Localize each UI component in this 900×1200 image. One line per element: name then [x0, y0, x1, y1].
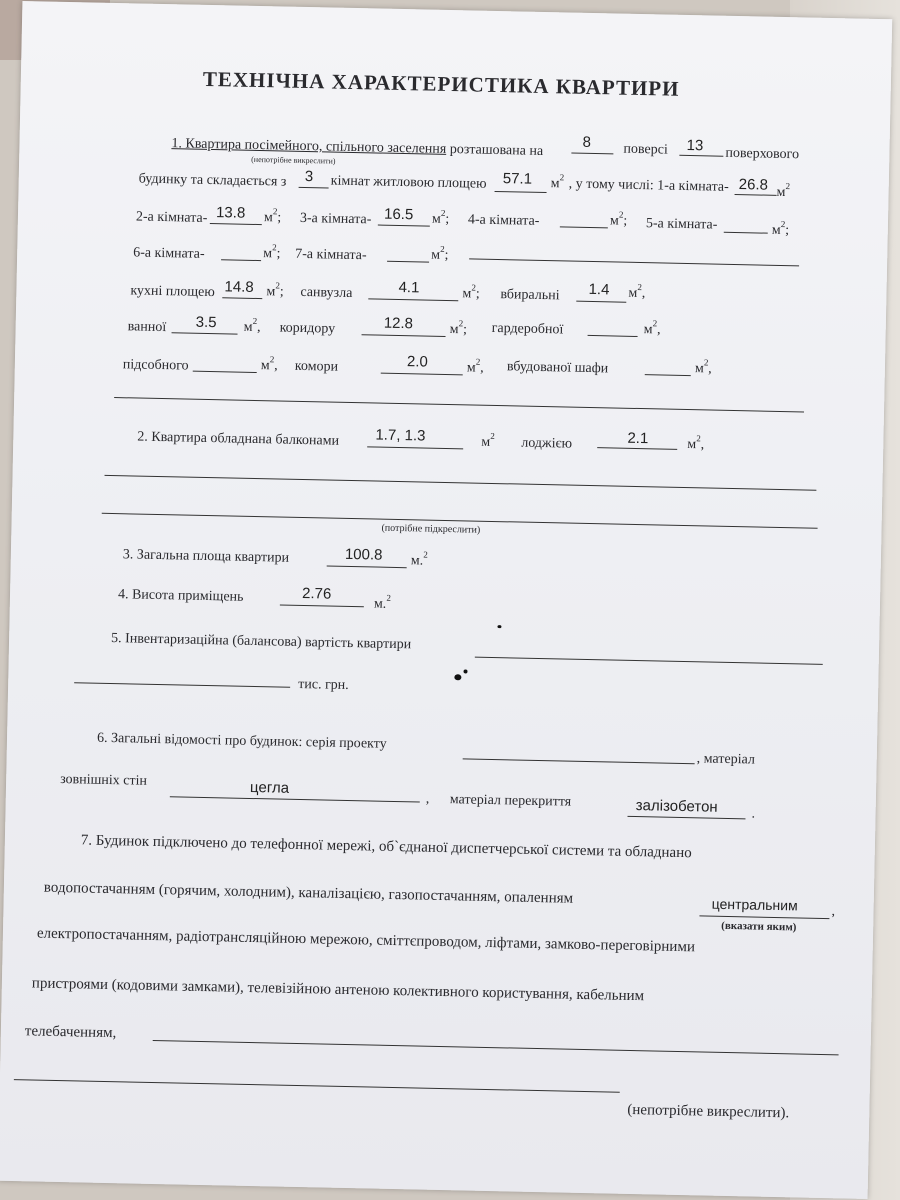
loggia-unit: $м^2$,	[687, 433, 705, 453]
room6-label: 6-а кімната-	[133, 245, 205, 262]
rooms-field	[299, 187, 329, 189]
sec1-hint: (непотрібне викреслити)	[251, 154, 336, 166]
sec7-line3: електропостачанням, радіотрансляційною мережою, сміттєпроводом, ліфтами, замково-переговірними	[36, 925, 696, 956]
height-label: 4. Висота приміщень	[117, 587, 244, 605]
toilet-unit: $м^2$,	[628, 281, 646, 302]
auxiliary-unit: $м^2$,	[260, 354, 278, 374]
walls-field	[170, 796, 420, 802]
ink-spot	[497, 625, 501, 628]
wardrobe-label: гардеробної	[491, 320, 564, 338]
ink-spot	[463, 669, 467, 673]
loggia-value: 2.1	[627, 429, 649, 448]
corridor-unit: $м^2$;	[449, 318, 468, 338]
building-series-label: 6. Загальні відомості про будинок: серія проекту	[96, 730, 387, 752]
toilet-field	[576, 301, 626, 303]
inventory-value-field-2	[74, 682, 290, 688]
storage-unit: $м^2$,	[466, 356, 484, 376]
living-area-label: кімнат житловою площею	[330, 173, 487, 192]
floors-total-label: поверхового	[725, 145, 800, 163]
living-area-field	[495, 191, 547, 193]
floors-total-value: 13	[686, 136, 704, 155]
room6-field	[221, 259, 261, 261]
balconies-value: 1.7, 1.3	[375, 426, 426, 445]
room3-label: 3-а кімната-	[299, 210, 372, 228]
document-title: ТЕХНІЧНА ХАРАКТЕРИСТИКА КВАРТИРИ	[202, 66, 680, 101]
builtin-closet-label: вбудованої шафи	[506, 359, 609, 377]
corridor-field	[362, 334, 446, 337]
bath-unit: $м^2$,	[243, 315, 261, 336]
sec1-end-line	[114, 397, 804, 412]
floor-value: 8	[582, 133, 592, 151]
floor-label: поверсі	[623, 141, 668, 158]
room4-field	[560, 226, 608, 228]
total-area-value: 100.8	[344, 545, 383, 564]
storage-field	[381, 373, 463, 376]
ceiling-dot: .	[751, 806, 756, 822]
room2-field	[210, 223, 262, 225]
walls-value: цегла	[249, 778, 290, 797]
ceiling-value: залізобетон	[635, 797, 718, 816]
heating-field	[699, 915, 829, 919]
building-series-field	[463, 758, 695, 764]
room4-label: 4-а кімната-	[467, 212, 540, 229]
room7-unit: $м^2$;	[431, 243, 449, 263]
sec7-end-hint: (непотрібне викреслити).	[627, 1101, 790, 1122]
heating-comma: ,	[831, 904, 836, 920]
inventory-value-field	[475, 657, 823, 665]
room-extra-line	[469, 258, 799, 266]
wc-unit: $м^2$;	[462, 282, 480, 302]
document-sheet	[0, 1, 892, 1199]
ink-spot	[454, 674, 461, 680]
sec2-line-1	[105, 475, 817, 491]
sec7-field-2	[14, 1079, 620, 1093]
height-unit: м.$^2$	[373, 592, 391, 612]
rooms-value: 3	[304, 167, 314, 186]
room2-value: 13.8	[215, 204, 246, 222]
floor-field	[571, 153, 613, 155]
sec2-hint: (потрібне підкреслити)	[381, 522, 481, 536]
bath-field	[172, 332, 238, 334]
room5-field	[724, 232, 768, 234]
total-area-field	[327, 566, 407, 569]
sec1-line2-label: будинку та складається з	[138, 171, 287, 190]
wc-label: санвузла	[300, 284, 353, 301]
room5-unit: $м^2$;	[771, 218, 790, 239]
kitchen-label: кухні площею	[130, 283, 215, 301]
kitchen-unit: $м^2$;	[266, 280, 284, 300]
heating-hint: (вказати яким)	[721, 919, 797, 934]
kitchen-field	[222, 297, 262, 299]
sec7-field-1	[153, 1040, 839, 1055]
room1-value: 26.8	[738, 176, 769, 194]
room2-label: 2-а кімната-	[135, 209, 208, 226]
balconies-field	[367, 446, 463, 449]
floors-total-field	[679, 155, 723, 157]
sec7-line5: телебаченням,	[24, 1023, 117, 1042]
builtin-closet-unit: $м^2$,	[694, 357, 712, 377]
room3-field	[378, 225, 430, 227]
height-field	[280, 605, 364, 608]
bath-value: 3.5	[195, 313, 217, 332]
bath-label: ванної	[127, 319, 167, 336]
balconies-label: 2. Квартира обладнана балконами	[137, 429, 340, 449]
toilet-label: вбиральні	[500, 287, 560, 304]
room1-field	[735, 194, 777, 196]
room3-unit: $м^2$;	[431, 207, 450, 228]
total-area-unit: м.$^2$	[410, 549, 428, 569]
corridor-label: коридору	[279, 320, 336, 337]
walls-comma: ,	[425, 791, 430, 807]
wardrobe-field	[588, 335, 638, 337]
balconies-unit: $м^2$	[481, 430, 495, 450]
builtin-closet-field	[645, 374, 691, 376]
auxiliary-label: підсобного	[122, 357, 189, 374]
room7-label: 7-а кімната-	[295, 246, 367, 264]
room4-unit: $м^2$;	[609, 209, 628, 229]
sec7-line2: водопостачанням (горячим, холодним), каналізацією, газопостачанням, опаленням	[43, 879, 574, 907]
storage-value: 2.0	[406, 353, 429, 371]
height-value: 2.76	[301, 585, 332, 603]
room5-label: 5-а кімната-	[645, 216, 718, 233]
toilet-value: 1.4	[588, 280, 610, 299]
corridor-value: 12.8	[383, 314, 414, 333]
living-area-value: 57.1	[502, 170, 533, 188]
wardrobe-unit: $м^2$,	[643, 318, 661, 338]
auxiliary-field	[193, 371, 257, 373]
total-area-label: 3. Загальна площа квартири	[122, 547, 290, 566]
storage-label: комори	[294, 358, 339, 375]
heating-value: центральним	[711, 895, 798, 914]
sec7-line1: 7. Будинок підключено до телефонної мережі, об`єднаної диспетчерської системи та обладнано	[80, 832, 692, 862]
kitchen-value: 14.8	[224, 278, 254, 296]
room1-label: , у тому числі: 1-а кімната-	[568, 176, 729, 195]
inventory-value-label: 5. Інвентаризаційна (балансова) вартість квартири	[110, 631, 412, 653]
sec7-line4: пристроями (кодовими замками), телевізійною антеною колективного користування, кабельним	[31, 975, 645, 1005]
loggia-field	[597, 447, 677, 450]
sec1-line1-label: 1. Квартира посімейного, спільного заселення розташована на	[171, 136, 544, 159]
room7-field	[387, 261, 429, 263]
wc-value: 4.1	[398, 278, 420, 297]
room1-unit: $м^2$	[776, 181, 791, 201]
room6-unit: $м^2$;	[263, 242, 281, 262]
loggia-label: лоджією	[521, 435, 573, 452]
inventory-value-unit: тис. грн.	[298, 676, 349, 694]
room2-unit: $м^2$;	[263, 206, 282, 226]
wc-field	[368, 298, 458, 301]
material-label: , матеріал	[696, 751, 756, 768]
ceiling-field	[627, 816, 745, 819]
walls-label: зовнішніх стін	[59, 771, 148, 789]
ceiling-label: матеріал перекриття	[449, 792, 572, 810]
room3-value: 16.5	[383, 205, 414, 224]
living-area-unit: $м^2$	[550, 172, 565, 192]
